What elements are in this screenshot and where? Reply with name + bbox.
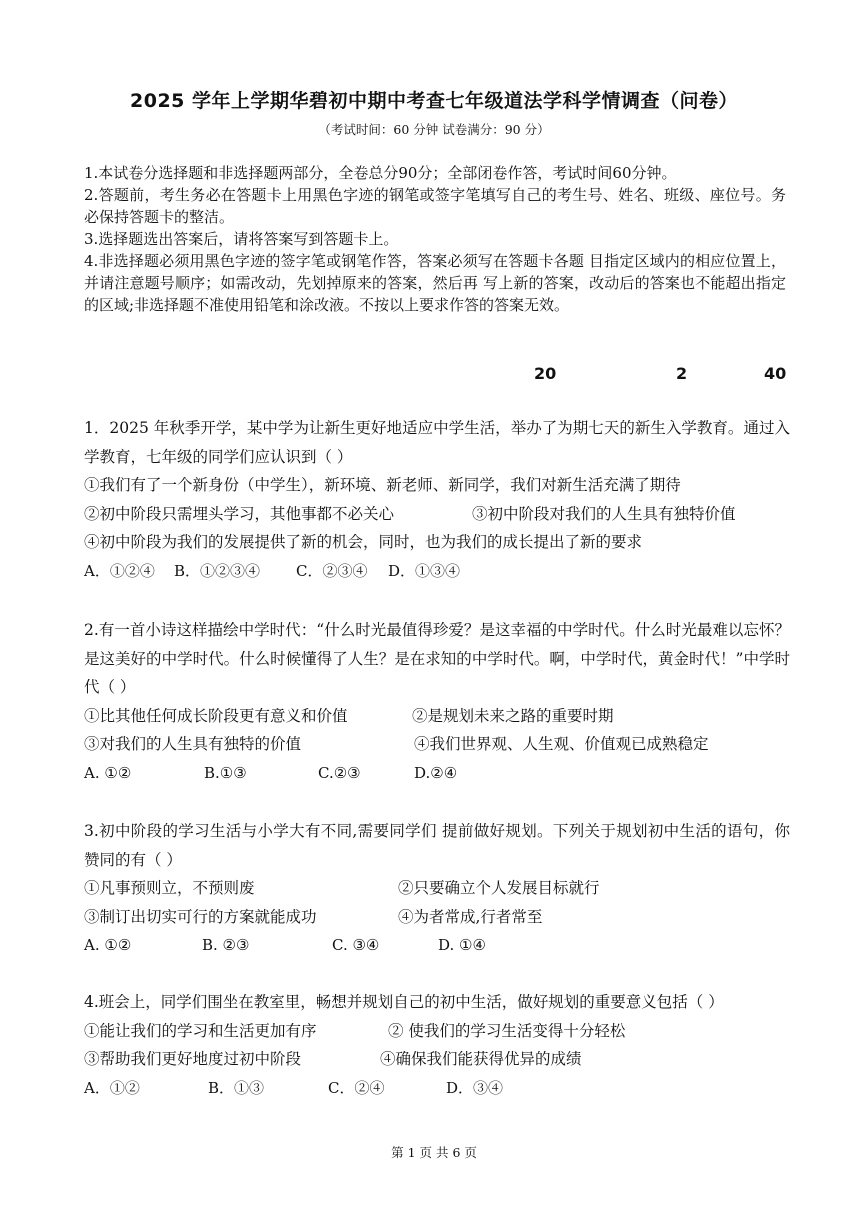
answer-choices [84, 1074, 790, 1103]
option-line [84, 903, 790, 932]
instruction-item: 4.非选择题必须用黑色字迹的签字笔或钢笔作答，答案必须写在答题卡各题 目指定区域内的相应位置上，并请注意题号顺序；如需改动，先划掉原来的答案，然后再 写上新的答案，改动后的答案也不能超出指定的区域;非选择题不准使用铅笔和涂改液。不按以上要求作答的答案无效。 [84, 252, 786, 314]
question-1 [84, 414, 790, 585]
option-line [84, 471, 790, 500]
question-stem: 4.班会上，同学们围坐在教室里，畅想并规划自己的初中生活，做好规划的重要意义包括（ ） [84, 993, 724, 1011]
option-line [84, 874, 790, 903]
section-total: 40 [764, 364, 787, 383]
option-line [84, 528, 790, 557]
question-count: 20 [534, 364, 557, 383]
option: ①凡事预则立，不预则废 [84, 879, 255, 897]
instruction-item: 2.答题前，考生务必在答题卡上用黑色字迹的钢笔或签字笔填写自己的考生号、姓名、班级、座位号。务必保持答题卡的整洁。 [84, 186, 786, 226]
answer-choices [84, 557, 790, 586]
option: ①我们有了一个新身份（中学生），新环境、新老师、新同学，我们对新生活充满了期待 [84, 476, 681, 494]
option: ④我们世界观、人生观、价值观已成熟稳定 [414, 735, 709, 753]
option-line [84, 500, 790, 529]
option-line [84, 702, 790, 731]
question-2 [84, 616, 790, 787]
answer-choice: D．①③④ [388, 561, 461, 580]
page-title: 2025 学年上学期华碧初中期中考查七年级道法学科学情调查（问卷） [130, 90, 738, 112]
instruction-item: 3.选择题选出答案后，请将答案写到答题卡上。 [84, 230, 399, 248]
answer-choice: A. ①② [84, 936, 132, 954]
option: ④初中阶段为我们的发展提供了新的机会，同时，也为我们的成长提出了新的要求 [84, 533, 643, 551]
answer-choice: C.②③ [318, 763, 361, 782]
page-number: 第 1 页 共 6 页 [391, 1145, 477, 1160]
answer-choice: D. ①④ [438, 936, 486, 954]
question-stem: 1．2025 年秋季开学，某中学为让新生更好地适应中学生活，举办了为期七天的新生入学教育。通过入学教育，七年级的同学们应认识到（ ） [84, 419, 790, 466]
answer-choice: D．③④ [446, 1078, 504, 1097]
option: ②初中阶段只需埋头学习，其他事都不必关心 [84, 504, 395, 523]
option: ③对我们的人生具有独特的价值 [84, 735, 302, 753]
points-each: 2 [676, 364, 688, 383]
answer-choice: C．②④ [328, 1078, 385, 1097]
question-4 [84, 988, 790, 1102]
option: ③制订出切实可行的方案就能成功 [84, 907, 317, 926]
option: ①比其他任何成长阶段更有意义和价值 [84, 706, 348, 725]
exam-info: （考试时间：60 分钟 试卷满分：90 分） [318, 122, 550, 137]
answer-choices [84, 931, 790, 960]
answer-choice: B.①③ [204, 763, 247, 782]
answer-choice: A. ①② [84, 763, 132, 782]
option: ①能让我们的学习和生活更加有序 [84, 1021, 317, 1040]
answer-choice: C．②③④ [296, 561, 368, 580]
question-stem: 3.初中阶段的学习生活与小学大有不同,需要同学们 提前做好规划。下列关于规划初中生活的语句，你赞同的有（ ） [84, 822, 790, 869]
question-stem: 2.有一首小诗这样描绘中学时代：“什么时光最值得珍爱？是这幸福的中学时代。什么时光最难以忘怀？是这美好的中学时代。什么时候懂得了人生？是在求知的中学时代。啊，中学时代，黄金时代！”中学时代（ ） [84, 621, 790, 696]
answer-choice: A．①② [84, 1078, 140, 1097]
answer-choice: C. ③④ [332, 936, 380, 954]
option: ③初中阶段对我们的人生具有独特价值 [472, 504, 736, 523]
answer-choice: B. ②③ [202, 936, 250, 954]
answer-choices [84, 759, 790, 788]
option: ④确保我们能获得优异的成绩 [380, 1050, 582, 1068]
option-line [84, 1045, 790, 1074]
instruction-item: 1.本试卷分选择题和非选择题两部分，全卷总分90分；全部闭卷作答，考试时间60分钟。 [84, 164, 677, 182]
option: ③帮助我们更好地度过初中阶段 [84, 1050, 302, 1068]
option-line [84, 730, 790, 759]
option: ④为者常成,行者常至 [398, 907, 543, 926]
option: ②是规划未来之路的重要时期 [412, 706, 614, 725]
option-line [84, 1017, 790, 1046]
answer-choice: B．①③ [208, 1078, 265, 1097]
option: ②只要确立个人发展目标就行 [398, 879, 600, 897]
answer-choice: D.②④ [414, 763, 458, 782]
question-3 [84, 817, 790, 960]
answer-choice: A．①②④ [84, 561, 155, 580]
option: ② 使我们的学习生活变得十分轻松 [388, 1021, 626, 1040]
answer-choice: B．①②③④ [174, 561, 261, 580]
instructions [84, 162, 786, 316]
